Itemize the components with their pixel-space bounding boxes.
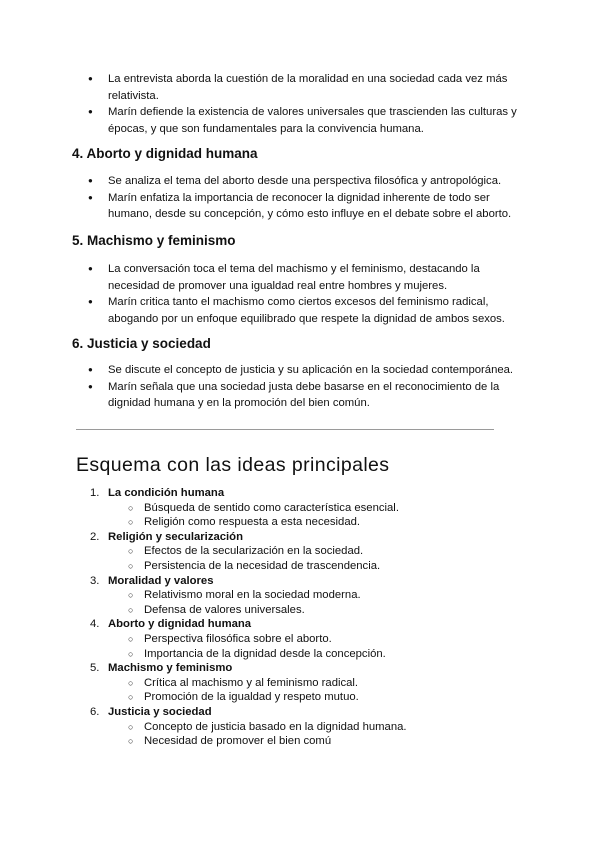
outline-subitem: ○ Efectos de la secularización en la sociedad. <box>128 544 510 559</box>
outline-item-title: Aborto y dignidad humana <box>108 618 252 631</box>
bullet-item: ● Marín defiende la existencia de valores universales que trascienden las culturas y épocas, y que son fundamentales para la convivencia humana. <box>88 104 518 137</box>
outline-item-title: La condición humana <box>108 487 225 499</box>
outline-number: 1. <box>90 487 100 499</box>
outline-item <box>90 574 510 618</box>
outline-subitem: ○ Promoción de la igualdad y respeto mutuo. <box>128 690 510 705</box>
horizontal-divider <box>76 429 494 430</box>
outline-sublist <box>90 720 510 749</box>
section5-heading: 5. Machismo y feminismo <box>72 233 236 248</box>
outline-number: 6. <box>90 705 100 718</box>
section3-bullet-list <box>88 71 518 137</box>
outline-item-title: Moralidad y valores <box>108 574 214 587</box>
bullet-item: ● Se discute el concepto de justicia y su aplicación en la sociedad contemporánea. <box>88 362 518 379</box>
outline-sublist <box>90 676 510 705</box>
outline-subitem: ○ Concepto de justicia basado en la dignidad humana. <box>128 720 510 735</box>
outline-list <box>90 486 510 749</box>
outline-subitem: ○ Religión como respuesta a esta necesidad. <box>128 515 510 530</box>
bullet-item: ● Marín enfatiza la importancia de reconocer la dignidad inherente de todo ser humano, desde su concepción, y cómo esto influye en el debate sobre el aborto. <box>88 190 518 223</box>
outline-subitem: ○ Relativismo moral en la sociedad moderna. <box>128 588 510 603</box>
bullet-item: ● Se analiza el tema del aborto desde una perspectiva filosófica y antropológica. <box>88 173 518 190</box>
outline-number: 5. <box>90 662 100 675</box>
outline-sublist <box>90 501 510 530</box>
outline-item <box>90 530 510 574</box>
outline-item <box>90 617 510 661</box>
outline-item-title: Justicia y sociedad <box>108 705 212 718</box>
bullet-item: ● La entrevista aborda la cuestión de la moralidad en una sociedad cada vez más relativista. <box>88 71 518 104</box>
outline-item <box>90 661 510 705</box>
outline-subitem: ○ Perspectiva filosófica sobre el aborto. <box>128 632 510 647</box>
section5-bullet-list <box>88 261 518 327</box>
outline-item <box>90 705 510 749</box>
outline-subitem: ○ Necesidad de promover el bien comú <box>128 734 510 749</box>
bullet-item: ● Marín señala que una sociedad justa debe basarse en el reconocimiento de la dignidad humana y en la promoción del bien común. <box>88 379 518 412</box>
outline-subitem: ○ Importancia de la dignidad desde la concepción. <box>128 647 510 662</box>
section6-bullet-list <box>88 362 518 412</box>
outline-subitem: ○ Defensa de valores universales. <box>128 603 510 618</box>
outline-subitem: ○ Persistencia de la necesidad de trascendencia. <box>128 559 510 574</box>
outline-item <box>90 486 510 530</box>
bullet-item: ● Marín critica tanto el machismo como ciertos excesos del feminismo radical, abogando por un enfoque equilibrado que respete la dignidad de ambos sexos. <box>88 294 518 327</box>
outline-sublist <box>90 632 510 661</box>
section4-bullet-list <box>88 173 518 223</box>
outline-subitem: ○ Crítica al machismo y al feminismo radical. <box>128 676 510 691</box>
bullet-item: ● La conversación toca el tema del machismo y el feminismo, destacando la necesidad de promover una igualdad real entre hombres y mujeres. <box>88 261 518 294</box>
outline-number: 2. <box>90 530 100 543</box>
outline-item-title: Religión y secularización <box>108 530 243 543</box>
section6-heading: 6. Justicia y sociedad <box>72 336 211 351</box>
section4-heading: 4. Aborto y dignidad humana <box>72 146 258 161</box>
outline-subitem: ○ Búsqueda de sentido como característica esencial. <box>128 501 510 516</box>
outline-sublist <box>90 544 510 573</box>
outline-number: 4. <box>90 618 100 631</box>
outline-heading: Esquema con las ideas principales <box>76 454 390 476</box>
outline-sublist <box>90 588 510 617</box>
outline-number: 3. <box>90 574 100 587</box>
outline-item-title: Machismo y feminismo <box>108 662 233 675</box>
